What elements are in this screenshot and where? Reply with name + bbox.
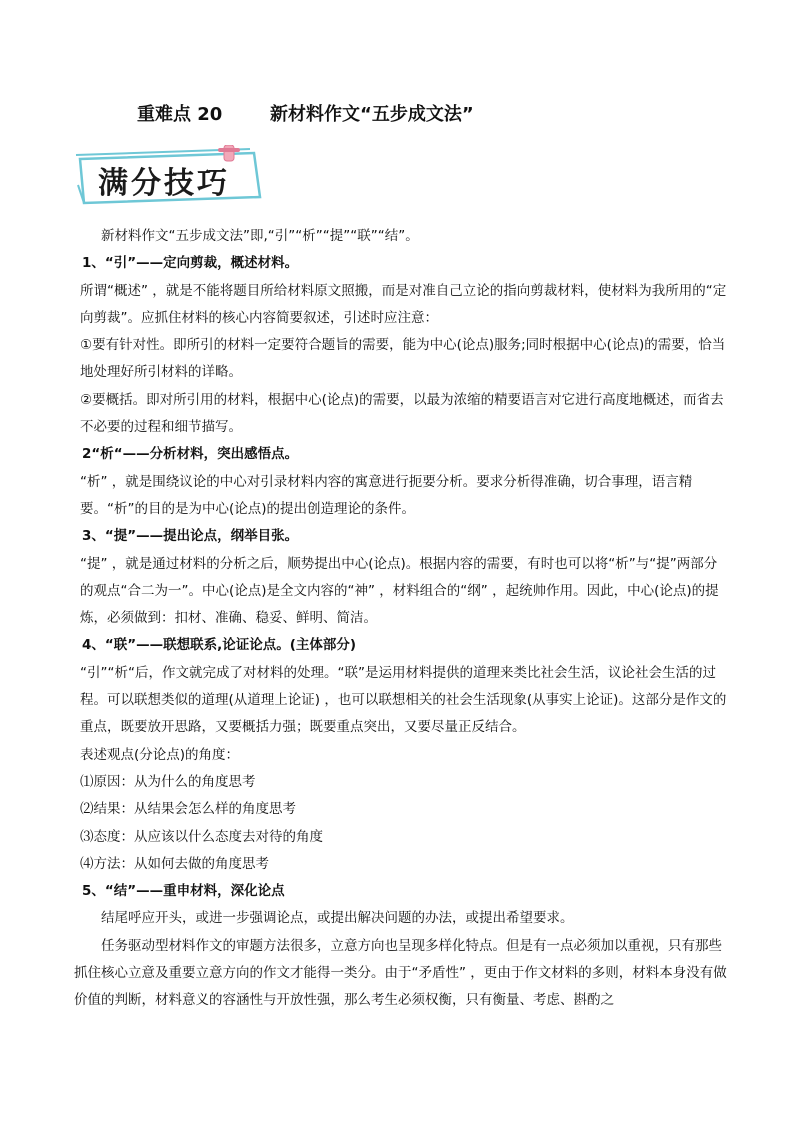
- section-5-heading: 5、“结”——重申材料，深化论点: [82, 883, 285, 900]
- section-3-heading: 3、“提”——提出论点，纲举目张。: [82, 528, 299, 545]
- section-4-heading: 4、“联”——联想联系,论证论点。(主体部分): [82, 637, 357, 654]
- section-1-heading: 1、“引”——定向剪裁，概述材料。: [82, 255, 299, 272]
- section-4-paragraph: “引”“析“后，作文就完成了对材料的处理。“联”是运用材料提供的道理来类比社会生活，议论社会生活的过程。可以联想类似的道理(从道理上论证) ，也可以联想相关的社会生活现象(从事实上论证)。这部分是作文的重点，既要放开思路，又要概括力强；既要重点突出，又要尽量正反结合。: [80, 664, 727, 736]
- list-item: ⑶态度：从应该以什么态度去对待的角度: [80, 828, 323, 845]
- title-text: 新材料作文“五步成文法”: [270, 104, 474, 125]
- title-label: 重难点 20: [137, 104, 223, 125]
- section-2-paragraph: “析” ，就是围绕议论的中心对引录材料内容的寓意进行扼要分析。要求分析得准确，切合事理，语言精要。“析”的目的是为中心(论点)的提出创造理论的条件。: [80, 473, 693, 517]
- intro-paragraph: 新材料作文“五步成文法”即,“引”“析”“提”“联”“结”。: [101, 228, 419, 244]
- document-body: [74, 223, 730, 1015]
- section-4-list-title: 表述观点(分论点)的角度：: [80, 746, 240, 763]
- banner-title: 满分技巧: [98, 166, 230, 201]
- closing-paragraph: 任务驱动型材料作文的审题方法很多，立意方向也呈现多样化特点。但是有一点必须加以重视，只有那些抓住核心立意及重要立意方向的作文才能得一类分。由于“矛盾性” ，更由于作文材料的多则，材料本身没有做价值的判断，材料意义的容涵性与开放性强，那么考生必须权衡，只有衡量、考虑、斟酌之: [74, 937, 727, 1009]
- section-5-paragraph: 结尾呼应开头，或进一步强调论点，或提出解决问题的办法，或提出希望要求。: [101, 910, 574, 927]
- list-item: ⑷方法：从如何去做的角度思考: [80, 855, 269, 872]
- section-2-heading: 2“析“——分析材料，突出感悟点。: [82, 446, 299, 463]
- section-3-paragraph: “提” ，就是通过材料的分析之后，顺势提出中心(论点)。根据内容的需要，有时也可以将“析”与“提”两部分的观点“合二为一”。中心(论点)是全文内容的“神” ，材料组合的“纲” ，起统帅作用。因此，中心(论点)的提炼，必须做到：扣材、准确、稳妥、鲜明、简洁。: [80, 555, 719, 627]
- section-1-paragraph-3: ②要概括。即对所引用的材料，根据中心(论点)的需要，以最为浓缩的精要语言对它进行高度地概述，而省去不必要的过程和细节描写。: [80, 391, 724, 436]
- section-1-paragraph-1: 所谓“概述” ，就是不能将题目所给材料原文照搬，而是对准自己立论的指向剪裁材料，使材料为我所用的“定向剪裁”。应抓住材料的核心内容简要叙述，引述时应注意：: [80, 282, 727, 326]
- section-1-paragraph-2: ①要有针对性。即所引的材料一定要符合题旨的需要，能为中心(论点)服务;同时根据中心(论点)的需要，恰当地处理好所引材料的详略。: [80, 337, 726, 381]
- list-item: ⑵结果：从结果会怎么样的角度思考: [80, 801, 296, 818]
- list-item: ⑴原因：从为什么的角度思考: [80, 773, 256, 790]
